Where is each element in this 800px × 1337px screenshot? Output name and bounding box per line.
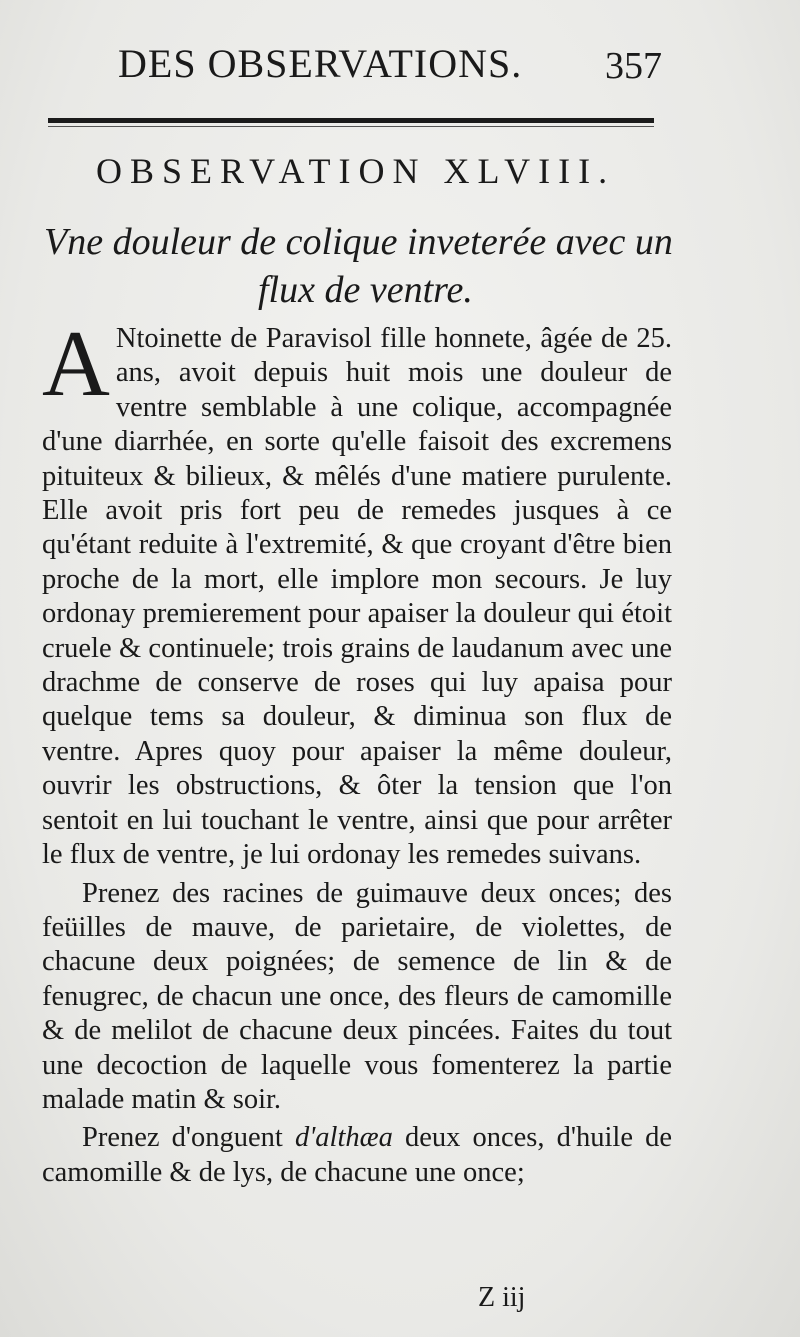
page-number: 357: [605, 45, 662, 87]
header-rule: [48, 118, 654, 123]
drop-cap: A: [42, 312, 110, 416]
header-rule-thin: [48, 126, 654, 127]
paragraph-fomentation-recipe: [42, 877, 672, 1118]
running-head: DES OBSERVATIONS.: [118, 41, 523, 86]
observation-subtitle: [44, 218, 674, 314]
paragraph-ointment-recipe: [42, 1121, 672, 1190]
page-body: [42, 312, 672, 1190]
paragraph-3-after: deux onces, d'huile de camomille & de lys, de chacune une once;: [42, 1122, 672, 1188]
signature-mark: Z iij: [478, 1282, 526, 1313]
page-header: [118, 40, 678, 100]
subtitle-line-1: Vne douleur de colique inveterée avec un: [44, 221, 673, 263]
paragraph-case-history: [42, 312, 672, 873]
paragraph-3-before: Prenez d'onguent: [82, 1122, 295, 1154]
paragraph-2-text: Prenez des racines de guimauve deux onces; des feüilles de mauve, de parietaire, de violettes, de chacune deux poignées; de semence de lin & de fenugrec, de chacun une once, des fleurs de camomille & de melilot de chacune deux pincées. Faites du tout une decoction de laquelle vous fomenterez la partie malade matin & soir.: [42, 877, 672, 1115]
observation-title: OBSERVATION XLVIII.: [96, 151, 616, 191]
paragraph-3-italic: d'althæa: [294, 1122, 393, 1154]
paragraph-1-text: Ntoinette de Paravisol fille honnete, âgée de 25. ans, avoit depuis huit mois une douleur de ventre semblable à une colique, accompagnée d'une diarrhée, en sorte qu'elle faisoit des excremens pituiteux & bilieux, & mêlés d'une matiere purulente. Elle avoit pris fort peu de remedes jusques à ce qu'étant reduite à l'extremité, & que croyant d'être bien proche de la mort, elle implore mon secours. Je luy ordonay premierement pour apaiser la douleur qui étoit cruele & continuele; trois grains de laudanum avec une drachme de conserve de roses qui luy apaisa pour quelque tems sa douleur, & diminua son flux de ventre. Apres quoy pour apaiser la même douleur, ouvrir les obstructions, & ôter la tension que l'on sentoit en lui touchant le ventre, ainsi que pour arrêter le flux de ventre, je lui ordonay les remedes suivans.: [42, 323, 672, 871]
subtitle-line-2: flux de ventre.: [258, 269, 473, 311]
